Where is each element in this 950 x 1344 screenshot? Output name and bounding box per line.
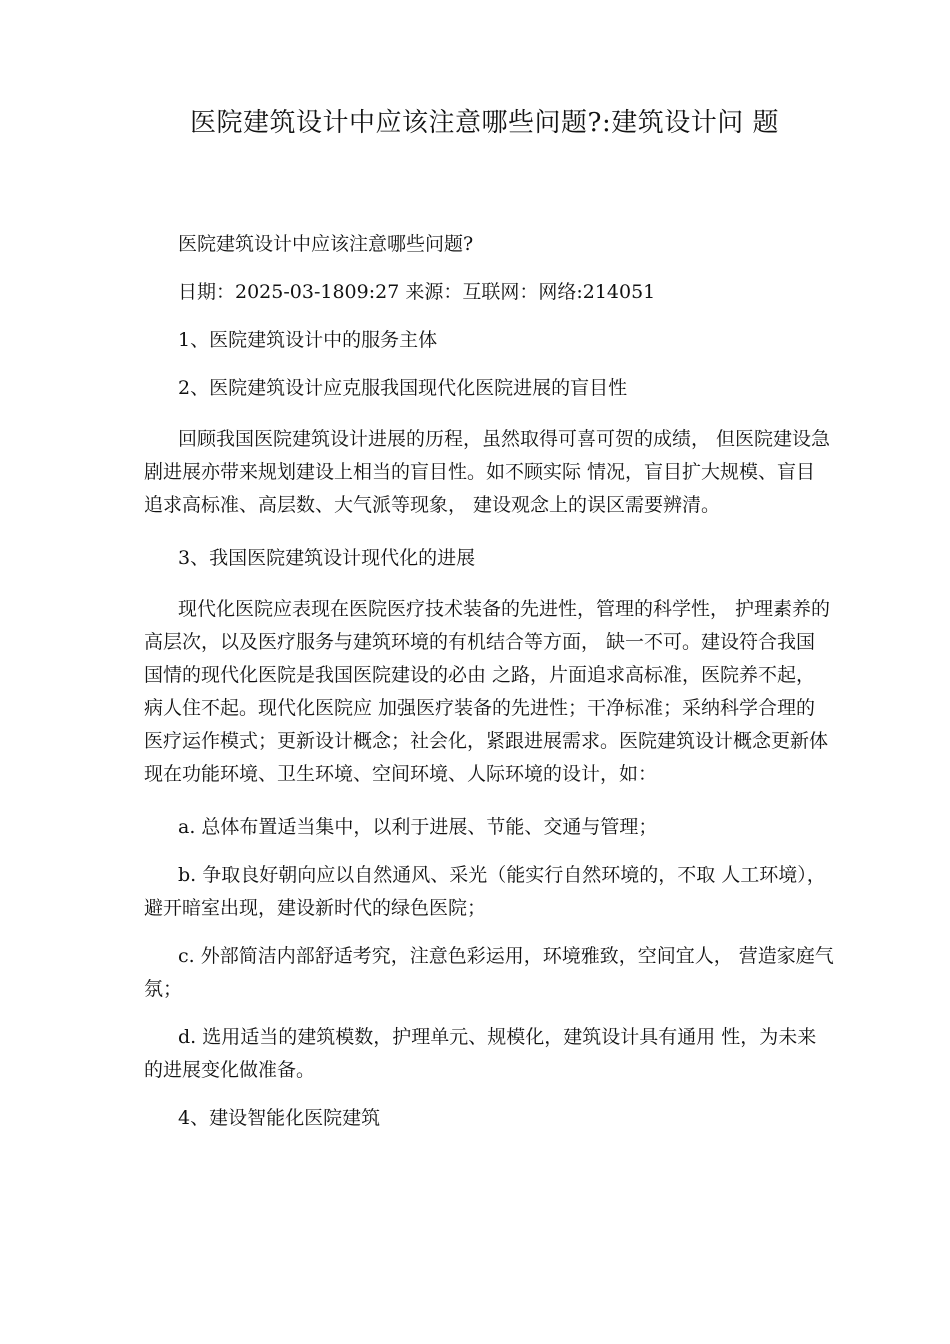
body-paragraph-1: 回顾我国医院建筑设计进展的历程，虽然取得可喜可贺的成绩， 但医院建设急剧进展亦带来规划建设上相当的盲目性。如不顾实际 情况，盲目扩大规模、盲目追求高标准、高层数、大气派等现象， 建设观念上的误区需要辨清。 — [144, 428, 831, 516]
list-item-a: a. 总体布置适当集中，以利于进展、节能、交通与管理； — [178, 816, 658, 838]
list-item-b: b. 争取良好朝向应以自然通风、采光（能实行自然环境的，不取 人工环境），避开暗室出现，建设新时代的绿色医院； — [144, 864, 826, 919]
subtitle-paragraph: 医院建筑设计中应该注意哪些问题? — [178, 233, 474, 255]
date-source-line: 日期：2025-03-1809:27 来源：互联网：网络:214051 — [178, 281, 656, 303]
section-heading-1: 1、医院建筑设计中的服务主体 — [178, 329, 438, 351]
list-item-d: d. 选用适当的建筑模数，护理单元、规模化，建筑设计具有通用 性，为未来的进展变化做准备。 — [144, 1026, 817, 1081]
list-item-c: c. 外部简洁内部舒适考究，注意色彩运用，环境雅致，空间宜人， 营造家庭气氛； — [144, 945, 834, 1000]
document-body — [144, 228, 834, 1135]
section-heading-2: 2、医院建筑设计应克服我国现代化医院进展的盲目性 — [178, 377, 628, 399]
body-paragraph-2: 现代化医院应表现在医院医疗技术装备的先进性，管理的科学性， 护理素养的高层次，以及医疗服务与建筑环境的有机结合等方面， 缺一不可。建设符合我国国情的现代化医院是我国医院建设的必由 之路，片面追求高标准，医院养不起，病人住不起。现代化医院应 加强医疗装备的先进性；干净标准；采纳科学合理的医疗运作模式；更新设计概念；社会化，紧跟进展需求。医院建筑设计概念更新体 现在功能环境、卫生环境、空间环境、人际环境的设计，如： — [144, 598, 831, 785]
document-title: 医院建筑设计中应该注意哪些问题?:建筑设计问 题 — [190, 108, 779, 138]
section-heading-3: 3、我国医院建筑设计现代化的进展 — [178, 547, 476, 569]
section-heading-4: 4、建设智能化医院建筑 — [178, 1107, 381, 1129]
